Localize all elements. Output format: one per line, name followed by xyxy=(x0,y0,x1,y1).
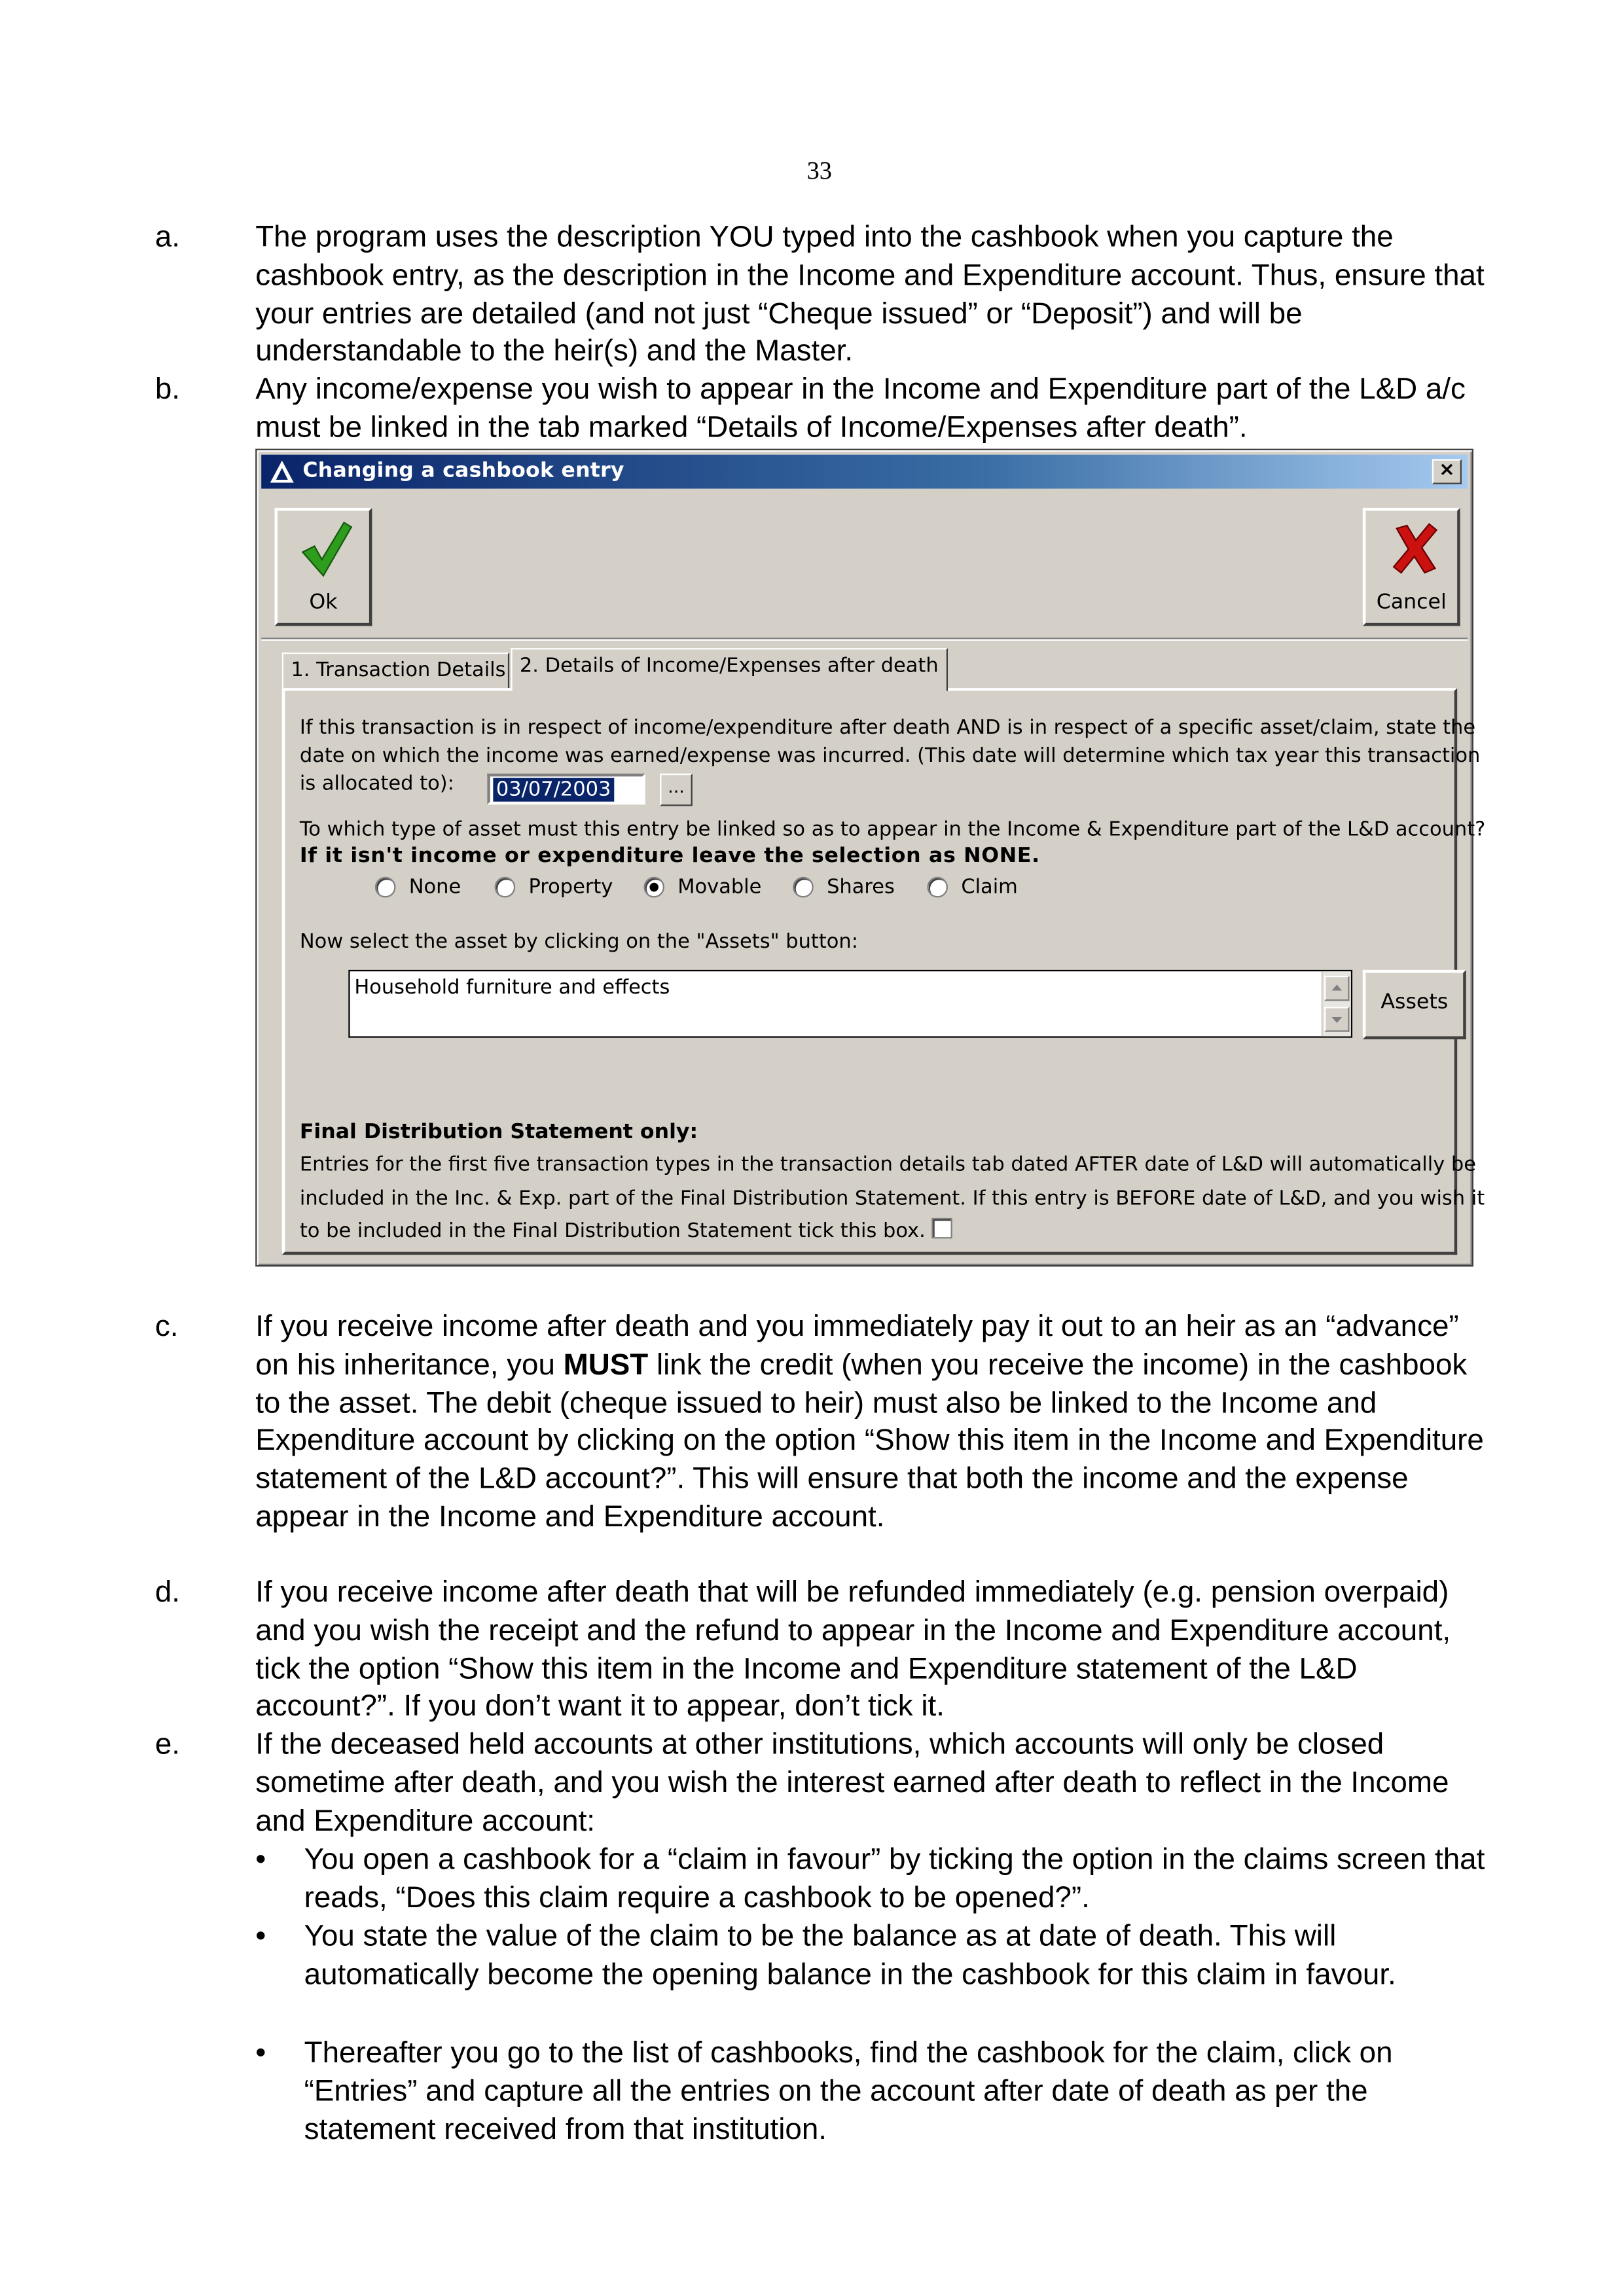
item-c-marker: c. xyxy=(154,1310,179,1344)
bullet-2-text: You state the value of the claim to be the balance as at date of death. This will automatically become the opening balance in the cashbook for this claim in favour. xyxy=(304,1920,1396,1992)
radio-property[interactable] xyxy=(495,877,516,898)
item-a-marker: a. xyxy=(154,221,180,254)
tab-income-expenses[interactable]: 2. Details of Income/Expenses after death xyxy=(511,648,948,691)
item-b-text: Any income/expense you wish to appear in the Income and Expenditure part of the L&D a/c must be linked in the tab marked “Details of Income/Expenses after death”. xyxy=(255,373,1466,444)
intro-line-3: is allocated to): xyxy=(299,772,454,796)
bullet-2-marker: • xyxy=(255,1920,266,1954)
asset-type-note: If it isn't income or expenditure leave the selection as NONE. xyxy=(299,844,1040,869)
dialog-title: Changing a cashbook entry xyxy=(302,459,624,483)
asset-field[interactable] xyxy=(348,970,1352,1038)
item-c-text-before: If you receive income after death and you immediately pay it out to an heir as an “advance” on his inheritance, you xyxy=(255,1310,1459,1382)
checkmark-icon xyxy=(297,520,355,579)
item-d-text: If you receive income after death that will be refunded immediately (e.g. pension overpaid) and you wish the receipt and the refund to appear in the Income and Expenditure account, tick the option “Show this item in the Income and Expenditure statement of the L&D account?”. If you don’t want it to appear, don’t tick it. xyxy=(255,1576,1451,1724)
item-e-text: If the deceased held accounts at other institutions, which accounts will only be closed sometime after death, and you wish the interest earned after death to reflect in the Income and Expenditure account: xyxy=(255,1729,1449,1838)
radio-claim-label: Claim xyxy=(961,875,1018,899)
intro-line-2: date on which the income was earned/expense was incurred. (This date will determine which tax year this transaction xyxy=(299,744,1481,768)
radio-movable[interactable] xyxy=(643,877,664,898)
radio-movable-label: Movable xyxy=(677,875,762,899)
bullet-3-marker: • xyxy=(255,2037,266,2070)
scroll-down-arrow-icon[interactable] xyxy=(1324,1007,1349,1031)
scroll-up-arrow-icon[interactable] xyxy=(1324,976,1349,1001)
radio-shares-label: Shares xyxy=(827,875,895,899)
cancel-label: Cancel xyxy=(1376,590,1447,615)
bullet-1-text: You open a cashbook for a “claim in favour” by ticking the option in the claims screen that reads, “Does this claim require a cashbook to be opened?”. xyxy=(304,1844,1485,1914)
radio-none[interactable] xyxy=(375,877,396,898)
app-icon xyxy=(270,461,294,483)
item-c-text-bold: MUST xyxy=(563,1349,649,1382)
radio-shares[interactable] xyxy=(793,877,814,898)
tab-transaction-details[interactable]: 1. Transaction Details xyxy=(282,653,509,691)
intro-line-1: If this transaction is in respect of income/expenditure after death AND is in respect of a specific asset/claim, state the xyxy=(299,715,1476,740)
item-e-marker: e. xyxy=(154,1729,180,1761)
date-value: 03/07/2003 xyxy=(493,778,614,802)
radio-property-label: Property xyxy=(528,875,613,899)
asset-type-question: To which type of asset must this entry be linked so as to appear in the Income & Expenditure part of the L&D account? xyxy=(299,817,1486,842)
final-distribution-line-3: to be included in the Final Distribution Statement tick this box. xyxy=(299,1219,926,1244)
assets-button[interactable]: Assets xyxy=(1363,970,1466,1039)
radio-claim[interactable] xyxy=(927,877,948,898)
cancel-button[interactable] xyxy=(1363,508,1460,626)
final-distribution-line-2: included in the Inc. & Exp. part of the Final Distribution Statement. If this entry is BEFORE date of L&D, and you wish it xyxy=(299,1187,1485,1211)
select-asset-prompt: Now select the asset by clicking on the "Assets" button: xyxy=(299,929,858,954)
ok-label: Ok xyxy=(309,590,338,615)
final-distribution-heading: Final Distribution Statement only: xyxy=(299,1120,698,1145)
bullet-1-marker: • xyxy=(255,1844,266,1876)
close-button[interactable]: × xyxy=(1432,459,1462,484)
page-number: 33 xyxy=(806,156,832,185)
item-a-text: The program uses the description YOU typed into the cashbook when you capture the cashbook entry, as the description in the Income and Expenditure account. Thus, ensure that your entries are detailed (and not just “Cheque issued” or “Deposit”) and will be understandable to the heir(s) and the Master. xyxy=(255,221,1485,368)
ok-button[interactable] xyxy=(275,508,372,626)
income-expenses-panel xyxy=(282,688,1486,1255)
asset-value: Household furniture and effects xyxy=(354,975,670,999)
item-b-marker: b. xyxy=(154,373,180,406)
radio-none-label: None xyxy=(408,875,461,899)
final-distribution-checkbox[interactable] xyxy=(931,1218,952,1239)
date-field[interactable] xyxy=(487,774,645,804)
item-c-text xyxy=(255,1310,1496,1538)
dialog-title-bar xyxy=(261,455,1468,489)
bullet-3-text: Thereafter you go to the list of cashbooks, find the cashbook for the claim, click on “Entries” and capture all the entries on the account after date of death as per the statement received from that institution. xyxy=(304,2037,1393,2146)
toolbar-separator xyxy=(261,637,1468,641)
cancel-x-icon xyxy=(1385,520,1444,579)
cashbook-entry-dialog xyxy=(255,449,1486,1267)
final-distribution-line-1: Entries for the first five transaction types in the transaction details tab dated AFTER date of L&D will automatically be xyxy=(299,1153,1476,1177)
asset-scrollbar[interactable] xyxy=(1322,971,1351,1036)
item-c-text-after: link the credit (when you receive the income) in the cashbook to the asset. The debit (cheque issued to heir) must also be linked to the Income and Expenditure account by clicking on the option “Show this item in the Income and Expenditure statement of the L&D account?”. This will ensure that both the income and the expense appear in the Income and Expenditure account. xyxy=(255,1349,1484,1534)
date-picker-button[interactable]: ... xyxy=(660,774,693,806)
item-d-marker: d. xyxy=(154,1576,180,1609)
